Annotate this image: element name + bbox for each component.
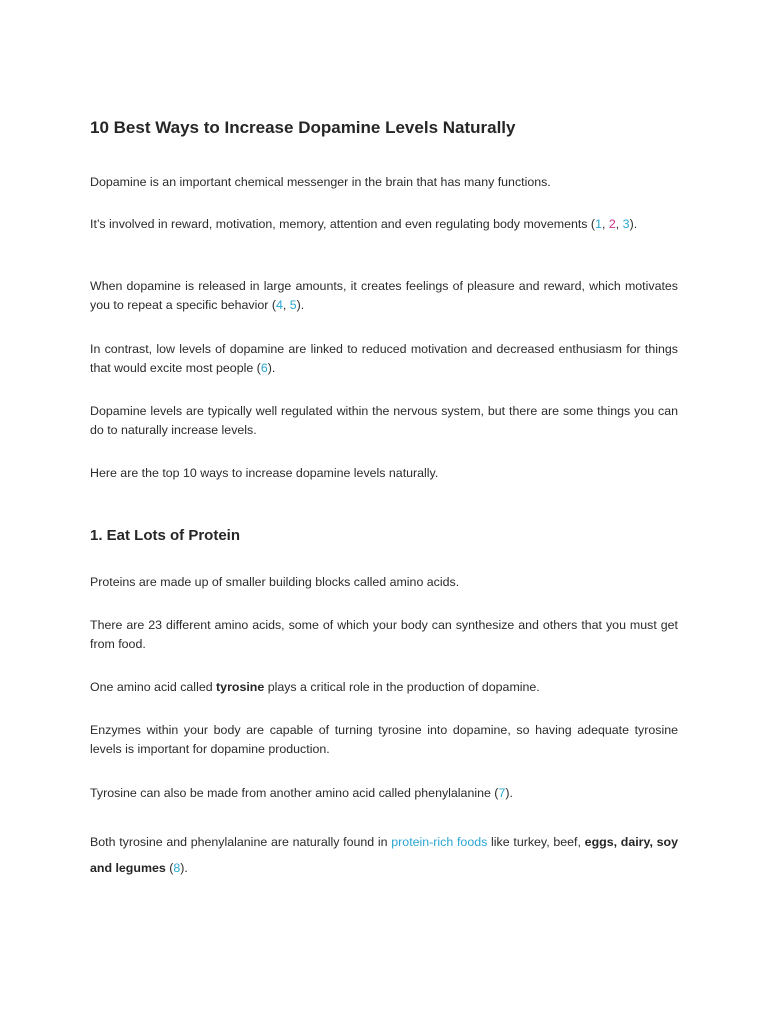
section1-paragraph-4: Enzymes within your body are capable of turning tyrosine into dopamine, so having adequate tyrosine levels is important for dopamine production. <box>90 723 678 756</box>
paragraph-text: Both tyrosine and phenylalanine are naturally found in <box>90 835 392 849</box>
reference-link-8[interactable]: 8 <box>173 861 181 875</box>
paragraph-text: It’s involved in reward, motivation, memory, attention and even regulating body movements ( <box>90 217 596 231</box>
article-title: 10 Best Ways to Increase Dopamine Levels Naturally <box>90 118 516 137</box>
paragraph-text: like turkey, beef, <box>487 835 585 849</box>
separator: , <box>601 217 609 231</box>
paragraph-text: One amino acid called <box>90 680 217 694</box>
separator: , <box>615 217 623 231</box>
section1-paragraph-1: Proteins are made up of smaller building blocks called amino acids. <box>90 575 460 589</box>
intro-paragraph-2 <box>90 215 678 234</box>
reference-link-3[interactable]: 3 <box>622 217 630 231</box>
reference-link-4[interactable]: 4 <box>275 298 283 312</box>
reference-link-2[interactable]: 2 <box>608 217 616 231</box>
section-heading-1: 1. Eat Lots of Protein <box>90 527 241 544</box>
intro-paragraph-6: Here are the top 10 ways to increase dopamine levels naturally. <box>90 466 439 480</box>
section1-paragraph-3 <box>90 678 678 697</box>
paragraph-text: In contrast, low levels of dopamine are linked to reduced motivation and decreased enthusiasm for things that would excite most people ( <box>90 342 678 375</box>
separator: , <box>282 298 290 312</box>
section1-paragraph-6 <box>90 829 678 881</box>
reference-link-5[interactable]: 5 <box>289 298 297 312</box>
paragraph-end: ). <box>267 361 276 375</box>
paragraph-end: ). <box>180 861 188 875</box>
paragraph-text: Tyrosine can also be made from another amino acid called phenylalanine ( <box>90 786 499 800</box>
intro-paragraph-4 <box>90 340 678 378</box>
section1-paragraph-2: There are 23 different amino acids, some of which your body can synthesize and others that you must get from food. <box>90 618 678 651</box>
protein-rich-foods-link[interactable]: protein-rich foods <box>391 835 488 849</box>
intro-paragraph-3 <box>90 277 678 315</box>
paragraph-end: ). <box>296 298 305 312</box>
reference-link-1[interactable]: 1 <box>595 217 602 231</box>
reference-link-7[interactable]: 7 <box>498 786 506 800</box>
intro-paragraph-1: Dopamine is an important chemical messenger in the brain that has many functions. <box>90 175 551 189</box>
bold-food-list: eggs, dairy, soy and legumes <box>90 835 678 875</box>
paragraph-text: plays a critical role in the production of dopamine. <box>264 680 540 694</box>
section1-paragraph-5 <box>90 784 678 803</box>
bold-term-tyrosine: tyrosine <box>216 680 265 694</box>
paragraph-end: ). <box>629 217 638 231</box>
paragraph-end: ). <box>505 786 513 800</box>
intro-paragraph-5: Dopamine levels are typically well regulated within the nervous system, but there are some things you can do to naturally increase levels. <box>90 404 678 437</box>
paragraph-text: ( <box>165 861 174 875</box>
paragraph-text: When dopamine is released in large amounts, it creates feelings of pleasure and reward, which motivates you to repeat a specific behavior ( <box>90 279 678 312</box>
reference-link-6[interactable]: 6 <box>260 361 268 375</box>
